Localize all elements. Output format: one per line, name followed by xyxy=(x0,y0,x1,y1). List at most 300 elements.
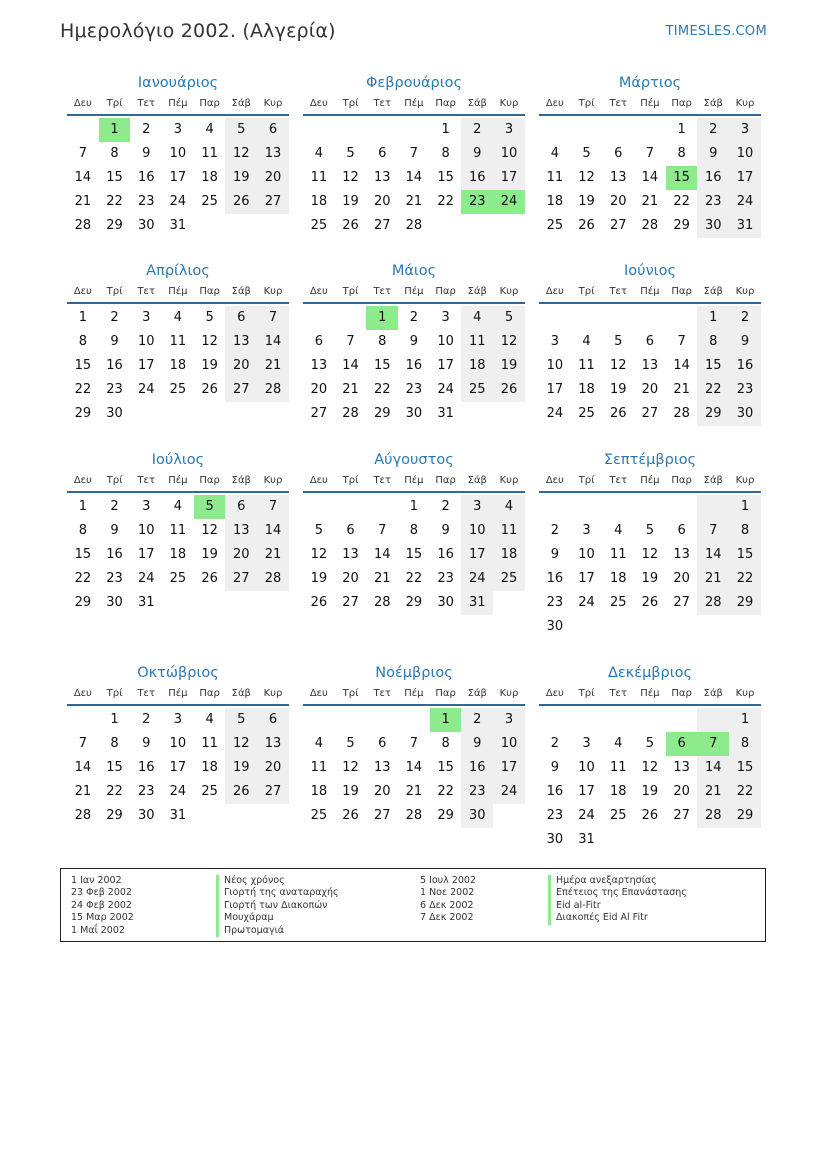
day-cell[interactable]: 9 xyxy=(110,334,119,349)
day-cell[interactable]: 7 xyxy=(697,519,729,543)
day-cell[interactable]: 27 xyxy=(673,808,690,823)
day-cell[interactable]: 19 xyxy=(201,547,218,562)
day-cell[interactable]: 26 xyxy=(310,595,328,610)
day-cell[interactable]: 17 xyxy=(546,382,564,397)
day-cell[interactable]: 1 xyxy=(110,712,119,727)
day-cell[interactable]: 31 xyxy=(169,808,187,823)
day-cell[interactable]: 16 xyxy=(405,358,423,373)
day-cell[interactable]: 31 xyxy=(729,214,761,238)
day-cell[interactable]: 3 xyxy=(461,495,493,519)
day-cell[interactable]: 7 xyxy=(78,736,87,751)
day-cell[interactable]: 21 xyxy=(697,780,729,804)
day-cell[interactable]: 15 xyxy=(74,547,92,562)
day-cell[interactable]: 2 xyxy=(461,118,493,142)
day-cell[interactable]: 3 xyxy=(441,310,450,325)
day-cell[interactable]: 26 xyxy=(201,571,218,586)
day-cell[interactable]: 4 xyxy=(582,334,591,349)
day-cell[interactable]: 1 xyxy=(78,499,87,514)
day-cell[interactable]: 11 xyxy=(201,146,218,161)
day-cell[interactable]: 12 xyxy=(641,547,659,562)
day-cell[interactable]: 14 xyxy=(257,519,289,543)
day-cell[interactable]: 15 xyxy=(106,170,123,185)
day-cell[interactable]: 15 xyxy=(106,760,123,775)
day-cell[interactable]: 14 xyxy=(74,760,92,775)
day-cell[interactable]: 11 xyxy=(609,760,627,775)
day-cell[interactable]: 1 xyxy=(729,708,761,732)
day-cell[interactable]: 15 xyxy=(405,547,423,562)
day-cell[interactable]: 28 xyxy=(342,406,359,421)
day-cell[interactable]: 9 xyxy=(461,732,493,756)
day-cell[interactable]: 6 xyxy=(666,732,698,756)
day-cell[interactable]: 28 xyxy=(673,406,690,421)
day-cell[interactable]: 4 xyxy=(173,499,183,514)
day-cell[interactable]: 4 xyxy=(173,310,183,325)
day-cell[interactable]: 11 xyxy=(201,736,218,751)
day-cell[interactable]: 30 xyxy=(106,406,123,421)
day-cell[interactable]: 9 xyxy=(142,736,151,751)
day-cell[interactable]: 29 xyxy=(697,402,729,426)
day-cell[interactable]: 26 xyxy=(641,595,659,610)
day-cell[interactable]: 29 xyxy=(405,595,423,610)
day-cell[interactable]: 5 xyxy=(614,334,623,349)
day-cell[interactable]: 11 xyxy=(169,334,187,349)
day-cell[interactable]: 14 xyxy=(342,358,359,373)
day-cell[interactable]: 6 xyxy=(257,708,289,732)
day-cell[interactable]: 22 xyxy=(697,378,729,402)
day-cell[interactable]: 15 xyxy=(729,756,761,780)
day-cell[interactable]: 20 xyxy=(257,756,289,780)
day-cell[interactable]: 6 xyxy=(225,495,257,519)
day-cell[interactable]: 12 xyxy=(225,732,257,756)
day-cell[interactable]: 19 xyxy=(342,784,359,799)
day-cell[interactable]: 13 xyxy=(310,358,328,373)
day-cell[interactable]: 18 xyxy=(609,571,627,586)
day-cell[interactable]: 22 xyxy=(74,382,92,397)
day-cell[interactable]: 9 xyxy=(142,146,151,161)
day-cell[interactable]: 2 xyxy=(110,499,119,514)
day-cell[interactable]: 26 xyxy=(225,780,257,804)
day-cell[interactable]: 17 xyxy=(461,543,493,567)
day-cell[interactable]: 13 xyxy=(609,170,627,185)
day-cell[interactable]: 23 xyxy=(137,784,155,799)
day-cell[interactable]: 10 xyxy=(493,142,525,166)
day-cell[interactable]: 17 xyxy=(137,358,155,373)
day-cell[interactable]: 2 xyxy=(550,523,559,538)
day-cell[interactable]: 4 xyxy=(614,736,623,751)
day-cell[interactable]: 5 xyxy=(346,146,355,161)
day-cell[interactable]: 8 xyxy=(110,146,119,161)
day-cell[interactable]: 24 xyxy=(169,784,187,799)
day-cell[interactable]: 22 xyxy=(74,571,92,586)
day-cell[interactable]: 25 xyxy=(578,406,595,421)
day-cell[interactable]: 25 xyxy=(201,784,218,799)
day-cell[interactable]: 10 xyxy=(137,523,155,538)
day-cell[interactable]: 27 xyxy=(257,780,289,804)
day-cell[interactable]: 14 xyxy=(673,358,690,373)
day-cell[interactable]: 19 xyxy=(493,354,525,378)
day-cell[interactable]: 20 xyxy=(373,194,391,209)
day-cell[interactable]: 21 xyxy=(673,382,690,397)
day-cell[interactable]: 8 xyxy=(78,334,87,349)
day-cell[interactable]: 6 xyxy=(614,146,623,161)
day-cell[interactable]: 23 xyxy=(697,190,729,214)
day-cell[interactable]: 21 xyxy=(373,571,391,586)
day-cell[interactable]: 9 xyxy=(409,334,419,349)
day-cell[interactable]: 20 xyxy=(641,382,659,397)
day-cell[interactable]: 16 xyxy=(137,170,155,185)
day-cell[interactable]: 17 xyxy=(137,547,155,562)
day-cell[interactable]: 16 xyxy=(546,571,564,586)
day-cell[interactable]: 1 xyxy=(729,495,761,519)
day-cell[interactable]: 21 xyxy=(342,382,359,397)
day-cell[interactable]: 16 xyxy=(461,166,493,190)
day-cell[interactable]: 7 xyxy=(645,146,655,161)
day-cell[interactable]: 17 xyxy=(729,166,761,190)
day-cell[interactable]: 24 xyxy=(729,190,761,214)
day-cell[interactable]: 20 xyxy=(673,784,690,799)
day-cell[interactable]: 11 xyxy=(461,330,493,354)
day-cell[interactable]: 7 xyxy=(409,146,419,161)
day-cell[interactable]: 26 xyxy=(641,808,659,823)
day-cell[interactable]: 28 xyxy=(697,804,729,828)
day-cell[interactable]: 16 xyxy=(106,358,123,373)
day-cell[interactable]: 27 xyxy=(342,595,359,610)
day-cell[interactable]: 19 xyxy=(641,571,659,586)
day-cell[interactable]: 30 xyxy=(437,595,454,610)
day-cell[interactable]: 20 xyxy=(310,382,328,397)
day-cell[interactable]: 30 xyxy=(546,619,564,634)
day-cell[interactable]: 6 xyxy=(378,146,387,161)
day-cell[interactable]: 17 xyxy=(578,571,595,586)
day-cell[interactable]: 12 xyxy=(493,330,525,354)
day-cell[interactable]: 29 xyxy=(74,595,92,610)
day-cell[interactable]: 10 xyxy=(546,358,564,373)
day-cell[interactable]: 26 xyxy=(342,808,359,823)
day-cell[interactable]: 19 xyxy=(201,358,218,373)
day-cell[interactable]: 18 xyxy=(461,354,493,378)
day-cell[interactable]: 14 xyxy=(373,547,391,562)
day-cell[interactable]: 28 xyxy=(257,567,289,591)
day-cell[interactable]: 21 xyxy=(257,354,289,378)
day-cell[interactable]: 13 xyxy=(673,547,690,562)
day-cell[interactable]: 24 xyxy=(137,571,155,586)
day-cell[interactable]: 23 xyxy=(405,382,423,397)
day-cell[interactable]: 10 xyxy=(437,334,454,349)
day-cell[interactable]: 22 xyxy=(437,194,454,209)
day-cell[interactable]: 8 xyxy=(441,736,450,751)
day-cell[interactable]: 24 xyxy=(493,780,525,804)
day-cell[interactable]: 17 xyxy=(169,170,187,185)
day-cell[interactable]: 29 xyxy=(729,591,761,615)
day-cell[interactable]: 13 xyxy=(342,547,359,562)
day-cell[interactable]: 6 xyxy=(257,118,289,142)
day-cell[interactable]: 30 xyxy=(106,595,123,610)
day-cell[interactable]: 13 xyxy=(373,760,391,775)
day-cell[interactable]: 2 xyxy=(142,712,151,727)
day-cell[interactable]: 23 xyxy=(729,378,761,402)
day-cell[interactable]: 25 xyxy=(169,382,187,397)
day-cell[interactable]: 2 xyxy=(697,118,729,142)
day-cell[interactable]: 4 xyxy=(614,523,623,538)
day-cell[interactable]: 22 xyxy=(729,567,761,591)
day-cell[interactable]: 5 xyxy=(346,736,355,751)
day-cell[interactable]: 3 xyxy=(493,708,525,732)
day-cell[interactable]: 14 xyxy=(697,756,729,780)
day-cell[interactable]: 24 xyxy=(578,808,595,823)
day-cell[interactable]: 18 xyxy=(493,543,525,567)
day-cell[interactable]: 21 xyxy=(697,567,729,591)
day-cell[interactable]: 15 xyxy=(437,760,454,775)
day-cell[interactable]: 27 xyxy=(373,218,391,233)
day-cell[interactable]: 21 xyxy=(405,784,423,799)
day-cell[interactable]: 6 xyxy=(346,523,355,538)
day-cell[interactable]: 13 xyxy=(225,519,257,543)
day-cell[interactable]: 1 xyxy=(441,122,450,137)
day-cell[interactable]: 4 xyxy=(205,712,214,727)
day-cell[interactable]: 22 xyxy=(106,194,123,209)
day-cell[interactable]: 20 xyxy=(673,571,690,586)
day-cell[interactable]: 15 xyxy=(666,166,698,190)
day-cell[interactable]: 26 xyxy=(201,382,218,397)
day-cell[interactable]: 19 xyxy=(609,382,627,397)
day-cell[interactable]: 16 xyxy=(106,547,123,562)
day-cell[interactable]: 2 xyxy=(441,499,450,514)
day-cell[interactable]: 25 xyxy=(609,808,627,823)
day-cell[interactable]: 8 xyxy=(729,519,761,543)
day-cell[interactable]: 6 xyxy=(314,334,323,349)
day-cell[interactable]: 31 xyxy=(437,406,454,421)
day-cell[interactable]: 25 xyxy=(461,378,493,402)
day-cell[interactable]: 5 xyxy=(225,118,257,142)
day-cell[interactable]: 27 xyxy=(673,595,690,610)
day-cell[interactable]: 6 xyxy=(645,334,655,349)
day-cell[interactable]: 2 xyxy=(461,708,493,732)
day-cell[interactable]: 8 xyxy=(110,736,119,751)
day-cell[interactable]: 17 xyxy=(437,358,454,373)
day-cell[interactable]: 11 xyxy=(609,547,627,562)
day-cell[interactable]: 4 xyxy=(550,146,559,161)
day-cell[interactable]: 24 xyxy=(169,194,187,209)
day-cell[interactable]: 27 xyxy=(609,218,627,233)
day-cell[interactable]: 23 xyxy=(106,382,123,397)
day-cell[interactable]: 7 xyxy=(409,736,419,751)
day-cell[interactable]: 12 xyxy=(609,358,627,373)
day-cell[interactable]: 28 xyxy=(74,808,92,823)
day-cell[interactable]: 2 xyxy=(729,306,761,330)
day-cell[interactable]: 13 xyxy=(257,732,289,756)
day-cell[interactable]: 7 xyxy=(378,523,387,538)
day-cell[interactable]: 1 xyxy=(430,708,462,732)
day-cell[interactable]: 2 xyxy=(409,310,419,325)
day-cell[interactable]: 22 xyxy=(106,784,123,799)
day-cell[interactable]: 18 xyxy=(201,170,218,185)
day-cell[interactable]: 3 xyxy=(142,310,151,325)
day-cell[interactable]: 13 xyxy=(641,358,659,373)
day-cell[interactable]: 1 xyxy=(409,499,419,514)
day-cell[interactable]: 23 xyxy=(461,780,493,804)
day-cell[interactable]: 11 xyxy=(310,760,328,775)
day-cell[interactable]: 14 xyxy=(257,330,289,354)
day-cell[interactable]: 25 xyxy=(169,571,187,586)
day-cell[interactable]: 20 xyxy=(342,571,359,586)
day-cell[interactable]: 16 xyxy=(461,756,493,780)
day-cell[interactable]: 3 xyxy=(729,118,761,142)
day-cell[interactable]: 29 xyxy=(74,406,92,421)
day-cell[interactable]: 11 xyxy=(169,523,187,538)
day-cell[interactable]: 3 xyxy=(173,122,183,137)
day-cell[interactable]: 1 xyxy=(697,306,729,330)
day-cell[interactable]: 25 xyxy=(493,567,525,591)
day-cell[interactable]: 8 xyxy=(409,523,419,538)
day-cell[interactable]: 15 xyxy=(373,358,391,373)
day-cell[interactable]: 9 xyxy=(461,142,493,166)
day-cell[interactable]: 28 xyxy=(405,808,423,823)
day-cell[interactable]: 29 xyxy=(106,808,123,823)
day-cell[interactable]: 11 xyxy=(578,358,595,373)
day-cell[interactable]: 15 xyxy=(729,543,761,567)
day-cell[interactable]: 24 xyxy=(493,190,525,214)
day-cell[interactable]: 28 xyxy=(405,218,423,233)
day-cell[interactable]: 7 xyxy=(677,334,686,349)
day-cell[interactable]: 3 xyxy=(142,499,151,514)
day-cell[interactable]: 20 xyxy=(257,166,289,190)
day-cell[interactable]: 24 xyxy=(578,595,595,610)
day-cell[interactable]: 28 xyxy=(257,378,289,402)
day-cell[interactable]: 28 xyxy=(697,591,729,615)
day-cell[interactable]: 18 xyxy=(169,358,187,373)
day-cell[interactable]: 3 xyxy=(550,334,559,349)
day-cell[interactable]: 10 xyxy=(169,146,187,161)
day-cell[interactable]: 5 xyxy=(314,523,323,538)
day-cell[interactable]: 11 xyxy=(493,519,525,543)
day-cell[interactable]: 5 xyxy=(194,495,226,519)
day-cell[interactable]: 3 xyxy=(493,118,525,142)
day-cell[interactable]: 3 xyxy=(582,736,591,751)
day-cell[interactable]: 29 xyxy=(729,804,761,828)
day-cell[interactable]: 5 xyxy=(205,310,214,325)
day-cell[interactable]: 23 xyxy=(546,808,564,823)
day-cell[interactable]: 7 xyxy=(257,306,289,330)
day-cell[interactable]: 7 xyxy=(697,732,729,756)
day-cell[interactable]: 22 xyxy=(437,784,454,799)
day-cell[interactable]: 20 xyxy=(225,354,257,378)
day-cell[interactable]: 3 xyxy=(173,712,183,727)
day-cell[interactable]: 22 xyxy=(729,780,761,804)
day-cell[interactable]: 16 xyxy=(137,760,155,775)
day-cell[interactable]: 29 xyxy=(437,808,454,823)
day-cell[interactable]: 10 xyxy=(729,142,761,166)
day-cell[interactable]: 31 xyxy=(578,832,595,847)
day-cell[interactable]: 18 xyxy=(201,760,218,775)
day-cell[interactable]: 15 xyxy=(74,358,92,373)
day-cell[interactable]: 6 xyxy=(378,736,387,751)
day-cell[interactable]: 28 xyxy=(373,595,391,610)
day-cell[interactable]: 26 xyxy=(493,378,525,402)
day-cell[interactable]: 20 xyxy=(225,543,257,567)
day-cell[interactable]: 28 xyxy=(74,218,92,233)
day-cell[interactable]: 21 xyxy=(641,194,659,209)
day-cell[interactable]: 19 xyxy=(225,166,257,190)
day-cell[interactable]: 30 xyxy=(697,214,729,238)
day-cell[interactable]: 12 xyxy=(225,142,257,166)
day-cell[interactable]: 23 xyxy=(137,194,155,209)
day-cell[interactable]: 30 xyxy=(137,808,155,823)
day-cell[interactable]: 21 xyxy=(257,543,289,567)
day-cell[interactable]: 19 xyxy=(641,784,659,799)
day-cell[interactable]: 20 xyxy=(373,784,391,799)
day-cell[interactable]: 16 xyxy=(697,166,729,190)
day-cell[interactable]: 29 xyxy=(373,406,391,421)
day-cell[interactable]: 10 xyxy=(169,736,187,751)
day-cell[interactable]: 6 xyxy=(225,306,257,330)
day-cell[interactable]: 8 xyxy=(441,146,450,161)
day-cell[interactable]: 9 xyxy=(729,330,761,354)
day-cell[interactable]: 23 xyxy=(546,595,564,610)
day-cell[interactable]: 21 xyxy=(405,194,423,209)
day-cell[interactable]: 12 xyxy=(641,760,659,775)
day-cell[interactable]: 9 xyxy=(550,547,559,562)
day-cell[interactable]: 9 xyxy=(697,142,729,166)
day-cell[interactable]: 25 xyxy=(310,218,328,233)
day-cell[interactable]: 29 xyxy=(673,218,690,233)
day-cell[interactable]: 2 xyxy=(110,310,119,325)
day-cell[interactable]: 24 xyxy=(546,406,564,421)
day-cell[interactable]: 30 xyxy=(137,218,155,233)
day-cell[interactable]: 25 xyxy=(546,218,564,233)
day-cell[interactable]: 27 xyxy=(310,406,328,421)
day-cell[interactable]: 26 xyxy=(578,218,595,233)
day-cell[interactable]: 10 xyxy=(461,519,493,543)
day-cell[interactable]: 4 xyxy=(493,495,525,519)
day-cell[interactable]: 5 xyxy=(493,306,525,330)
day-cell[interactable]: 4 xyxy=(314,146,323,161)
day-cell[interactable]: 25 xyxy=(310,808,328,823)
day-cell[interactable]: 22 xyxy=(405,571,423,586)
day-cell[interactable]: 28 xyxy=(641,218,659,233)
day-cell[interactable]: 6 xyxy=(677,523,686,538)
day-cell[interactable]: 15 xyxy=(697,354,729,378)
day-cell[interactable]: 18 xyxy=(310,194,328,209)
day-cell[interactable]: 7 xyxy=(346,334,355,349)
day-cell[interactable]: 30 xyxy=(546,832,564,847)
day-cell[interactable]: 16 xyxy=(546,784,564,799)
day-cell[interactable]: 1 xyxy=(366,306,398,330)
day-cell[interactable]: 26 xyxy=(225,190,257,214)
day-cell[interactable]: 14 xyxy=(641,170,659,185)
day-cell[interactable]: 31 xyxy=(461,591,493,615)
day-cell[interactable]: 5 xyxy=(582,146,591,161)
day-cell[interactable]: 30 xyxy=(405,406,423,421)
day-cell[interactable]: 27 xyxy=(257,190,289,214)
day-cell[interactable]: 27 xyxy=(225,378,257,402)
day-cell[interactable]: 18 xyxy=(578,382,595,397)
day-cell[interactable]: 13 xyxy=(373,170,391,185)
day-cell[interactable]: 16 xyxy=(437,547,454,562)
day-cell[interactable]: 25 xyxy=(201,194,218,209)
day-cell[interactable]: 14 xyxy=(405,170,423,185)
brand-logo-text[interactable]: TIMESLES.COM xyxy=(665,24,767,39)
day-cell[interactable]: 21 xyxy=(74,784,92,799)
day-cell[interactable]: 14 xyxy=(697,543,729,567)
day-cell[interactable]: 8 xyxy=(697,330,729,354)
day-cell[interactable]: 19 xyxy=(578,194,595,209)
day-cell[interactable]: 14 xyxy=(74,170,92,185)
day-cell[interactable]: 13 xyxy=(673,760,690,775)
day-cell[interactable]: 31 xyxy=(169,218,187,233)
day-cell[interactable]: 14 xyxy=(405,760,423,775)
day-cell[interactable]: 10 xyxy=(137,334,155,349)
day-cell[interactable]: 24 xyxy=(137,382,155,397)
